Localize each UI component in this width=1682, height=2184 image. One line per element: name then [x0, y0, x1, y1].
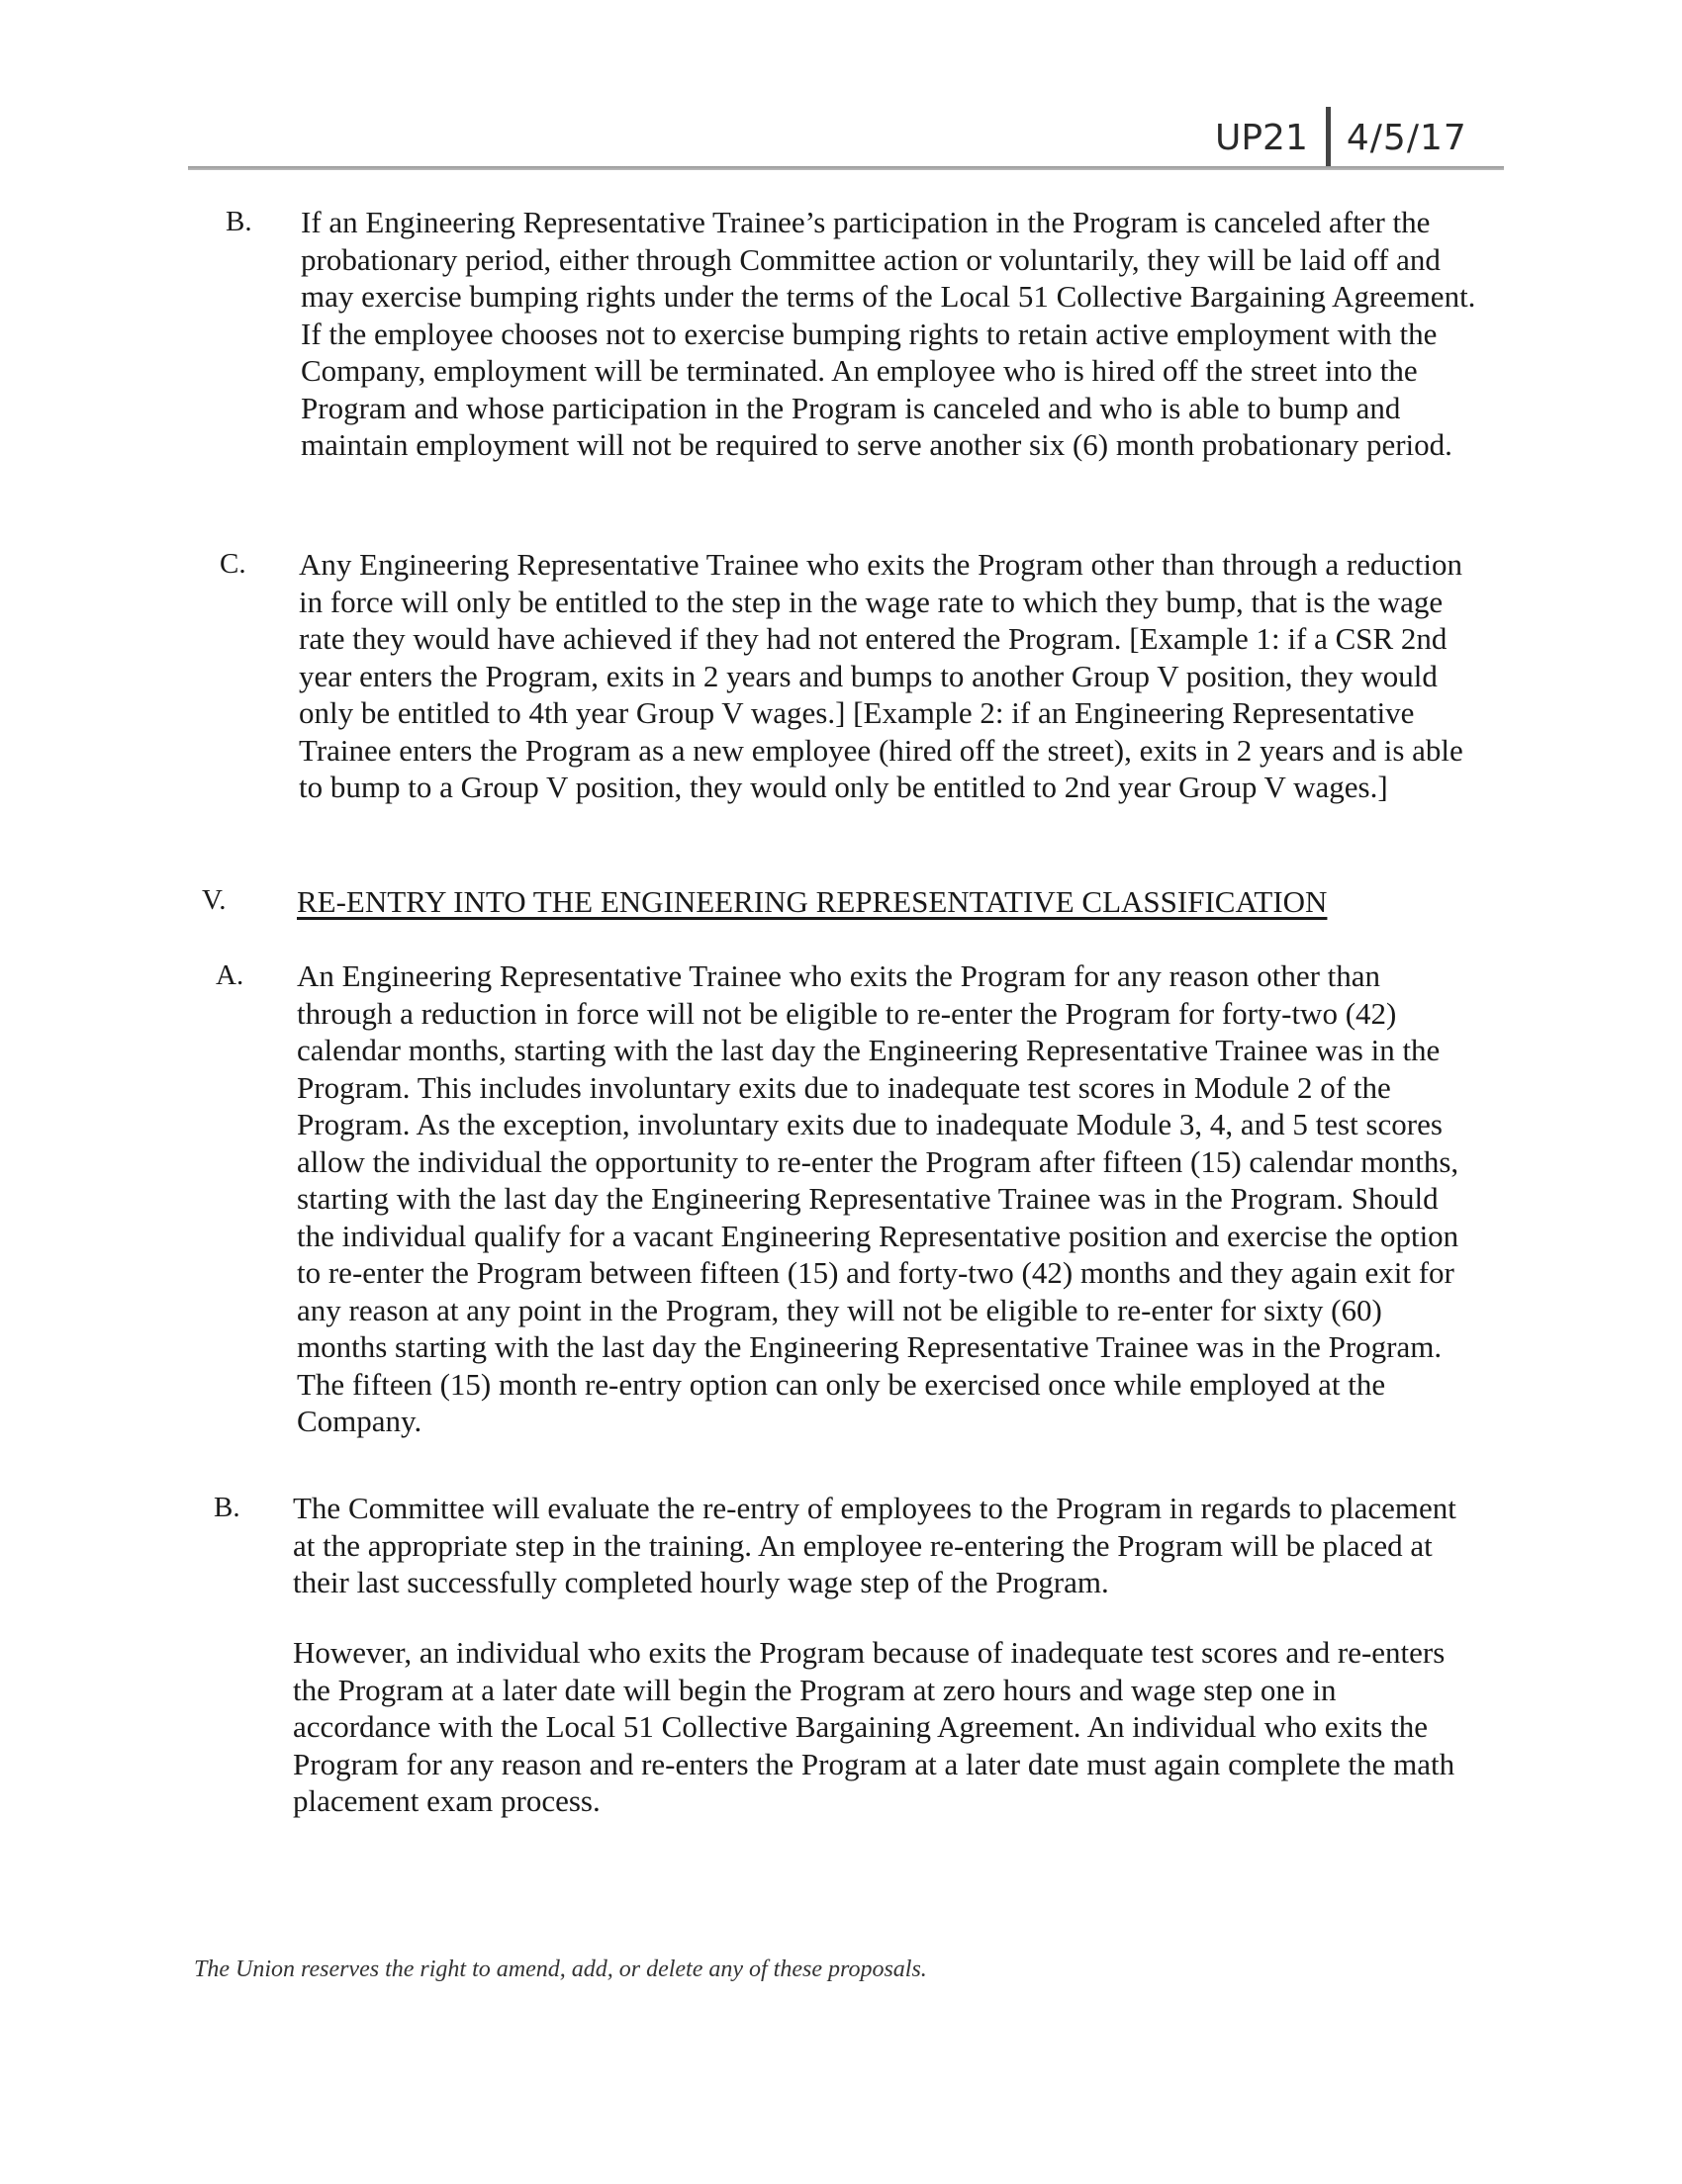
section-label-v: V. — [202, 884, 227, 916]
section-b-paragraph: If an Engineering Representative Trainee’s participation in the Program is canceled after the probationary period, either through Committee action or voluntarily, they will be laid off and may exercise bumping rights under the terms of the Local 51 Collective Bargaining Agreement. If the employee chooses not to exercise bumping rights to retain active employment with the Company, employment will be terminated. An employee who is hired off the street into the Program and whose participation in the Program is canceled and who is able to bump and maintain employment will not be required to serve another six (6) month probationary period. — [301, 205, 1476, 462]
section-label-a: A. — [216, 959, 244, 991]
document-header — [1215, 111, 1467, 166]
document-date: 4/5/17 — [1346, 118, 1467, 158]
section-v-heading: RE-ENTRY INTO THE ENGINEERING REPRESENTATIVE CLASSIFICATION — [297, 884, 1328, 919]
section-label-b2: B. — [214, 1492, 240, 1523]
document-code: UP21 — [1215, 118, 1308, 158]
header-rule — [188, 166, 1504, 170]
footer-disclaimer: The Union reserves the right to amend, add, or delete any of these proposals. — [194, 1956, 927, 1982]
section-label-c: C. — [220, 548, 246, 580]
section-b2-continuation: However, an individual who exits the Program because of inadequate test scores and re-enters the Program at a later date will begin the Program at zero hours and wage step one in accordance with the Local 51 Collective Bargaining Agreement. An individual who exits the Program for any reason and re-enters the Program at a later date must again complete the math placement exam process. — [293, 1635, 1455, 1818]
section-c-paragraph: Any Engineering Representative Trainee who exits the Program other than through a reduction in force will only be entitled to the step in the wage rate to which they bump, that is the wage rate they would have achieved if they had not entered the Program. [Example 1: if a CSR 2nd year enters the Program, exits in 2 years and bumps to another Group V position, they would only be entitled to 4th year Group V wages.] [Example 2: if an Engineering Representative Trainee enters the Program as a new employee (hired off the street), exits in 2 years and is able to bump to a Group V position, they would only be entitled to 2nd year Group V wages.] — [299, 547, 1463, 804]
section-label-b: B. — [226, 206, 252, 237]
section-a-paragraph: An Engineering Representative Trainee who exits the Program for any reason other than through a reduction in force will not be eligible to re-enter the Program for forty-two (42) calendar months, starting with the last day the Engineering Representative Trainee was in the Program. This includes involuntary exits due to inadequate test scores in Module 2 of the Program. As the exception, involuntary exits due to inadequate Module 3, 4, and 5 test scores allow the individual the opportunity to re-enter the Program after fifteen (15) calendar months, starting with the last day the Engineering Representative Trainee was in the Program. Should the individual qualify for a vacant Engineering Representative position and exercise the option to re-enter the Program between fifteen (15) and forty-two (42) months and they again exit for any reason at any point in the Program, they will not be eligible to re-enter for sixty (60) months starting with the last day the Engineering Representative Trainee was in the Program. The fifteen (15) month re-entry option can only be exercised once while employed at the Company. — [297, 958, 1459, 1438]
section-b2-paragraph: The Committee will evaluate the re-entry of employees to the Program in regards to placement at the appropriate step in the training. An employee re-entering the Program will be placed at their last successfully completed hourly wage step of the Program. — [293, 1491, 1456, 1599]
